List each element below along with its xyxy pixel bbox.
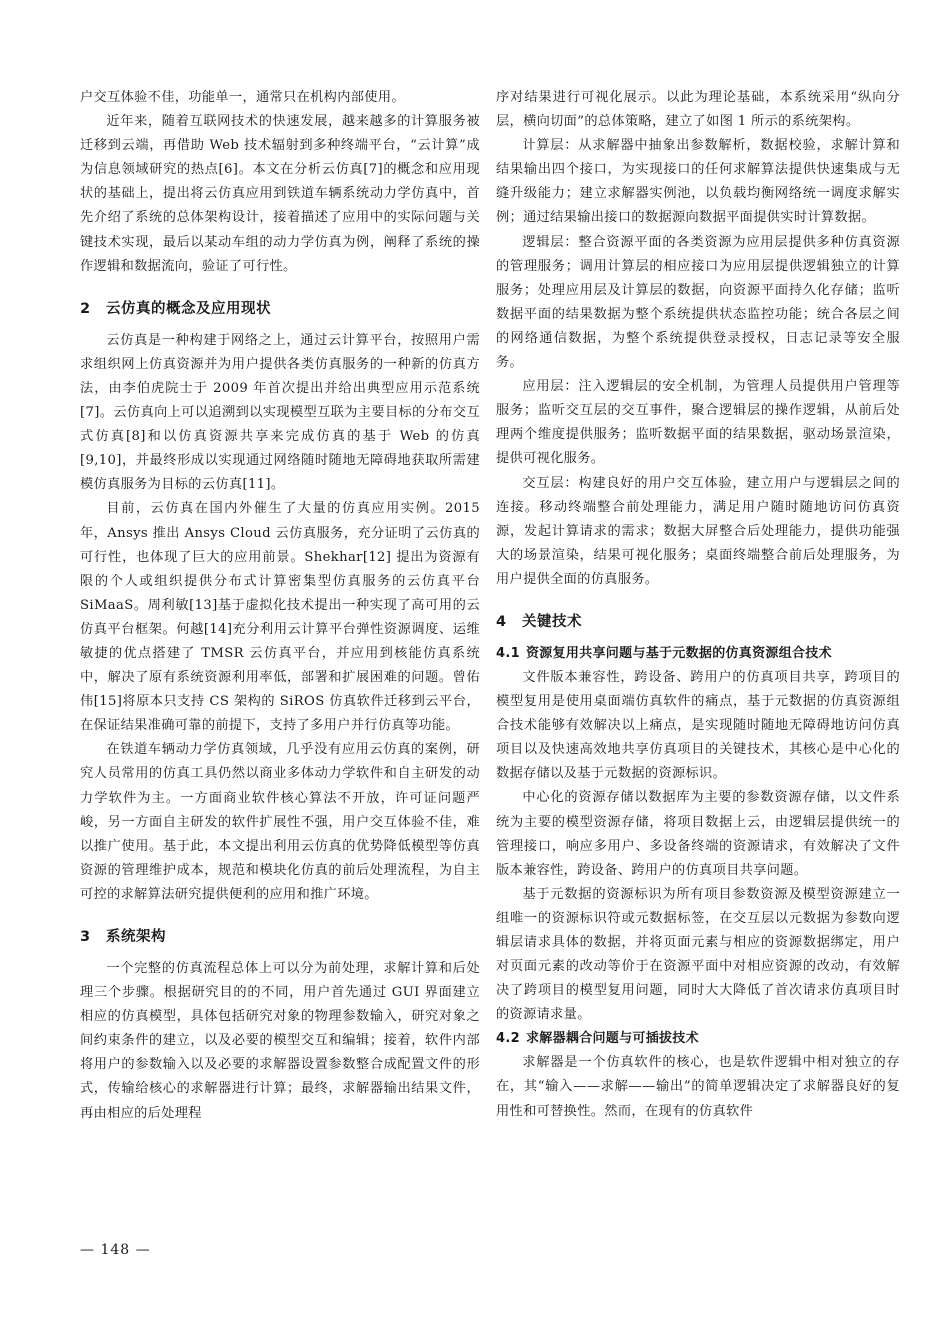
right-paragraph-central-storage: 中心化的资源存储以数据库为主要的参数资源存储，以文件系统为主要的模型资源存储，将项目数据上云，由逻辑层提供统一的管理接口，响应多用户、多设备终端的资源请求，有效解决了文件版本兼容性，跨设备、跨用户的仿真项目共享问题。 (496, 790, 900, 878)
section-3-title: 系统架构 (106, 929, 166, 945)
right-paragraph-logic-layer: 逻辑层：整合资源平面的各类资源为应用层提供多种仿真资源的管理服务；调用计算层的相应接口为应用层提供逻辑独立的计算服务；处理应用层及计算层的数据，向资源平面持久化存储；监听数据平面的结果数据为整个系统提供状态监控功能；统合各层之间的网络通信数据，为整个系统提供登录授权，日志记录等安全服务。 (496, 234, 900, 371)
section-4-2-heading (496, 1027, 900, 1051)
left-column (80, 86, 480, 1126)
section-3-number: 3 (80, 929, 91, 945)
section-4-2-title: 求解器耦合问题与可插拔技术 (526, 1031, 699, 1047)
page-number: — 148 — (80, 1242, 151, 1258)
left-paragraph-0: 户交互体验不佳，功能单一，通常只在机构内部使用。 (80, 90, 405, 105)
left-paragraph-railway: 在铁道车辆动力学仿真领域，几乎没有应用云仿真的案例，研究人员常用的仿真工具仍然以商业多体动力学软件和自主研发的动力学软件为主。一方面商业软件核心算法不开放，许可证问题严峻，另一方面自主研发的软件扩展性不强，用户交互体验不佳，难以推广使用。基于此，本文提出利用云仿真的优势降低模型等仿真资源的管理维护成本，规范和模块化仿真的前后处理流程，为自主可控的求解算法研究提供便利的应用和推广环境。 (80, 742, 480, 902)
section-2-title: 云仿真的概念及应用现状 (106, 300, 271, 317)
right-paragraph-0: 序对结果进行可视化展示。以此为理论基础，本系统采用“纵向分层，横向切面”的总体策略，建立了如图 1 所示的系统架构。 (496, 90, 900, 130)
section-4-number: 4 (496, 613, 507, 630)
right-paragraph-metadata-intro: 文件版本兼容性，跨设备、跨用户的仿真项目共享，跨项目的模型复用是使用桌面端仿真软件的痛点，基于元数据的仿真资源组合技术能够有效解决以上痛点，是实现随时随地无障碍地访问仿真项目以及快速高效地共享仿真项目的关键技术，其核心是中心化的数据存储以及基于元数据的资源标识。 (496, 669, 900, 782)
section-4-1-number: 4.1 (496, 645, 520, 661)
section-2-heading (80, 297, 480, 321)
left-paragraph-architecture: 一个完整的仿真流程总体上可以分为前处理，求解计算和后处理三个步骤。根据研究目的的不同，用户首先通过 GUI 界面建立相应的仿真模型，具体包括研究对象的物理参数输入，研究对象之间约束条件的建立，以及必要的模型交互和编辑；接着，软件内部将用户的参数输入以及必要的求解器设置参数整合成配置文件的形式，传输给核心的求解器进行计算；最终，求解器输出结果文件，再由相应的后处理程 (80, 961, 480, 1121)
right-paragraph-application-layer: 应用层：注入逻辑层的安全机制，为管理人员提供用户管理等服务；监听交互层的交互事件，聚合逻辑层的操作逻辑，从前后处理两个维度提供服务；监听数据平面的结果数据，驱动场景渲染，提供可视化服务。 (496, 379, 900, 467)
right-paragraph-interaction-layer: 交互层：构建良好的用户交互体验，建立用户与逻辑层之间的连接。移动终端整合前处理能力，满足用户随时随地访问仿真资源，发起计算请求的需求；数据大屏整合后处理能力，提供功能强大的场景渲染，结果可视化服务；桌面终端整合前后处理服务，为用户提供全面的仿真服务。 (496, 475, 900, 587)
section-3-heading (80, 925, 480, 949)
section-2-number: 2 (80, 300, 91, 317)
left-paragraph-intro: 近年来，随着互联网技术的快速发展，越来越多的计算服务被迁移到云端，再借助 Web 技术辐射到多种终端平台，“云计算”成为信息领域研究的热点[6]。本文在分析云仿真[7]的概念和应用现状的基础上，提出将云仿真应用到铁道车辆系统动力学仿真中，首先介绍了系统的总体架构设计，接着描述了应用中的实际问题与关键技术实现，最后以某动车组的动力学仿真为例，阐释了系统的操作逻辑和数据流向，验证了可行性。 (80, 114, 480, 274)
left-paragraph-applications: 目前，云仿真在国内外催生了大量的仿真应用实例。2015 年，Ansys 推出 Ansys Cloud 云仿真服务，充分证明了云仿真的可行性，也体现了巨大的应用前景。Shekhar[12] 提出为资源有限的个人或组织提供分布式计算密集型仿真服务的云仿真平台 SiMaaS。周利敏[13]基于虚拟化技术提出一种实现了高可用的云仿真平台框架。何越[14]充分利用云计算平台弹性资源调度、运维敏捷的优点搭建了 TMSR 云仿真平台，并应用到核能仿真系统中，解决了原有系统资源利用率低，部署和扩展困难的问题。曾佑伟[15]将原本只支持 CS 架构的 SiROS 仿真软件迁移到云平台，在保证结果准确可靠的前提下，支持了多用户并行仿真等功能。 (80, 501, 480, 734)
right-paragraph-solver: 求解器是一个仿真软件的核心，也是软件逻辑中相对独立的存在，其“输入——求解——输出”的简单逻辑决定了求解器良好的复用性和可替换性。然而，在现有的仿真软件 (496, 1055, 900, 1119)
section-4-2-number: 4.2 (496, 1031, 520, 1047)
section-4-1-heading (496, 642, 900, 666)
section-4-1-title: 资源复用共享问题与基于元数据的仿真资源组合技术 (526, 645, 832, 661)
right-paragraph-resource-identity: 基于元数据的资源标识为所有项目参数资源及模型资源建立一组唯一的资源标识符或元数据标签，在交互层以元数据为参数向逻辑层请求具体的数据，并将页面元素与相应的资源数据绑定，用户对页面元素的改动等价于在资源平面中对相应资源的改动，有效解决了跨项目的模型复用问题，同时大大降低了首次请求仿真项目时的资源请求量。 (496, 886, 900, 1023)
right-column (496, 86, 900, 1124)
section-4-title: 关键技术 (522, 613, 582, 630)
right-paragraph-compute-layer: 计算层：从求解器中抽象出参数解析，数据校验，求解计算和结果输出四个接口，为实现接口的任何求解算法提供快速集成与无缝升级能力；建立求解器实例池，以负载均衡网络统一调度求解实例；通过结果输出接口的数据源向数据平面提供实时计算数据。 (496, 138, 900, 226)
section-4-heading (496, 610, 900, 634)
left-paragraph-cloud-sim-concept: 云仿真是一种构建于网络之上，通过云计算平台，按照用户需求组织网上仿真资源并为用户提供各类仿真服务的一种新的仿真方法，由李伯虎院士于 2009 年首次提出并给出典型应用示范系统[7]。云仿真向上可以追溯到以实现模型互联为主要目标的分布交互式仿真[8]和以仿真资源共享来完成仿真的基于 Web 的仿真[9,10]，并最终形成以实现通过网络随时随地无障碍地获取所需建模仿真服务为目标的云仿真[11]。 (80, 332, 480, 493)
